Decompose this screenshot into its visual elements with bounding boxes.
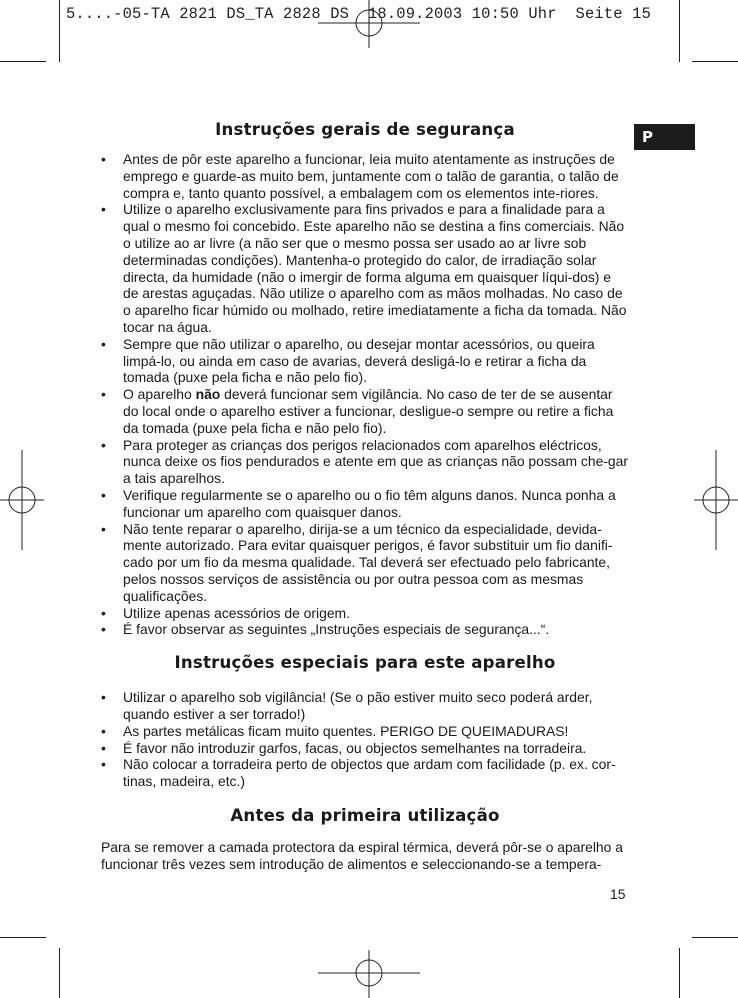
- list-item: • Não tente reparar o aparelho, dirija-se a um técnico da especialidade, devida-mente autorizado. Para evitar quaisquer perigos, é favor substituir um fio danifi-cado por um fio da mesma qualidade. Tal deverá ser efectuado pelo fabricante, pelos nossos serviços de assistência ou por outra pessoa com as mesmas qualificações.: [101, 521, 629, 605]
- list-item: • É favor observar as seguintes „Instruções especiais de segurança...“.: [101, 621, 629, 638]
- list-item: • Sempre que não utilizar o aparelho, ou desejar montar acessórios, ou queira limpá-lo, ou ainda em caso de avarias, deverá desligá-lo e retirar a ficha da tomada (puxe pela ficha e não pelo fio).: [101, 336, 629, 386]
- list-item-text: deverá funcionar sem vigilância. No caso de ter de se ausentar do local onde o aparelho estiver a funcionar, desligue-o sempre ou retire a ficha da tomada (puxe pela ficha e não pelo fio).: [123, 386, 614, 436]
- crop-mark-top-left-vertical: [59, 0, 60, 62]
- crop-mark-top-right-horizontal: [692, 61, 738, 62]
- section-title-first-use: Antes da primeira utilização: [230, 805, 500, 825]
- print-header-slug: 5....-05-TA 2821 DS_TA 2828 DS 18.09.2003 10:50 Uhr Seite 15: [66, 5, 652, 23]
- registration-mark-left-icon: [0, 450, 44, 550]
- list-item: • Antes de pôr este aparelho a funcionar, leia muito atentamente as instruções de emprego e guarde-as muito bem, juntamente com o talão de garantia, o talão de compra e, tanto quanto possível, a embalagem com os elementos inte-riores.: [101, 151, 629, 201]
- list-item: [101, 386, 629, 436]
- document-body: [101, 120, 629, 872]
- list-item: • Utilizar o aparelho sob vigilância! (Se o pão estiver muito seco poderá arder, quando estiver a ser torrado!): [101, 689, 629, 723]
- list-item: • Utilize o aparelho exclusivamente para fins privados e para a finalidade para a qual o mesmo foi concebido. Este aparelho não se destina a fins comerciais. Não o utilize ao ar livre (a não ser que o mesmo possa ser usado ao ar livre sob determinadas condições). Mantenha-o protegido do calor, de irradiação solar directa, da humidade (não o imergir de forma alguma em quaisquer líqui-dos) e de arestas aguçadas. Não utilize o aparelho com as mãos molhadas. No caso de o aparelho ficar húmido ou molhado, retire imediatamente a ficha da tomada. Não tocar na água.: [101, 201, 629, 335]
- crop-mark-top-left-horizontal: [0, 61, 46, 62]
- special-instructions-list: [101, 689, 629, 790]
- section-title-special-instructions: Instruções especiais para este aparelho: [174, 653, 556, 673]
- list-item: • As partes metálicas ficam muito quentes. PERIGO DE QUEIMADURAS!: [101, 723, 629, 740]
- registration-mark-bottom-icon: [318, 950, 420, 998]
- list-item-text: O aparelho: [123, 386, 196, 403]
- list-item: • É favor não introduzir garfos, facas, ou objectos semelhantes na torradeira.: [101, 740, 629, 757]
- page-number: 15: [610, 886, 626, 902]
- language-tab-portuguese: P: [634, 124, 695, 150]
- crop-mark-bottom-right-horizontal: [692, 937, 738, 938]
- list-item: • Utilize apenas acessórios de origem.: [101, 605, 629, 622]
- list-item: • Para proteger as crianças dos perigos relacionados com aparelhos eléctricos, nunca deixe os fios pendurados e atente em que as crianças não possam che-gar a tais aparelhos.: [101, 437, 629, 487]
- general-safety-list: [101, 151, 629, 638]
- list-item: • Não colocar a torradeira perto de objectos que ardam com facilidade (p. ex. cor-tinas, madeira, etc.): [101, 756, 629, 790]
- crop-mark-top-right-vertical: [679, 0, 680, 62]
- registration-mark-right-icon: [694, 450, 738, 550]
- crop-mark-bottom-right-vertical: [679, 948, 680, 998]
- registration-mark-top-icon: [318, 0, 420, 48]
- crop-mark-bottom-left-vertical: [59, 948, 60, 998]
- emphasis-no: não: [195, 386, 221, 403]
- crop-mark-bottom-left-horizontal: [0, 937, 46, 938]
- first-use-paragraph: Para se remover a camada protectora da espiral térmica, deverá pôr-se o aparelho a funcionar três vezes sem introdução de alimentos e seleccionando-se a tempera-: [101, 838, 623, 872]
- section-title-general-safety: Instruções gerais de segurança: [215, 120, 515, 139]
- list-item: • Verifique regularmente se o aparelho ou o fio têm alguns danos. Nunca ponha a funcionar um aparelho com quaisquer danos.: [101, 487, 629, 521]
